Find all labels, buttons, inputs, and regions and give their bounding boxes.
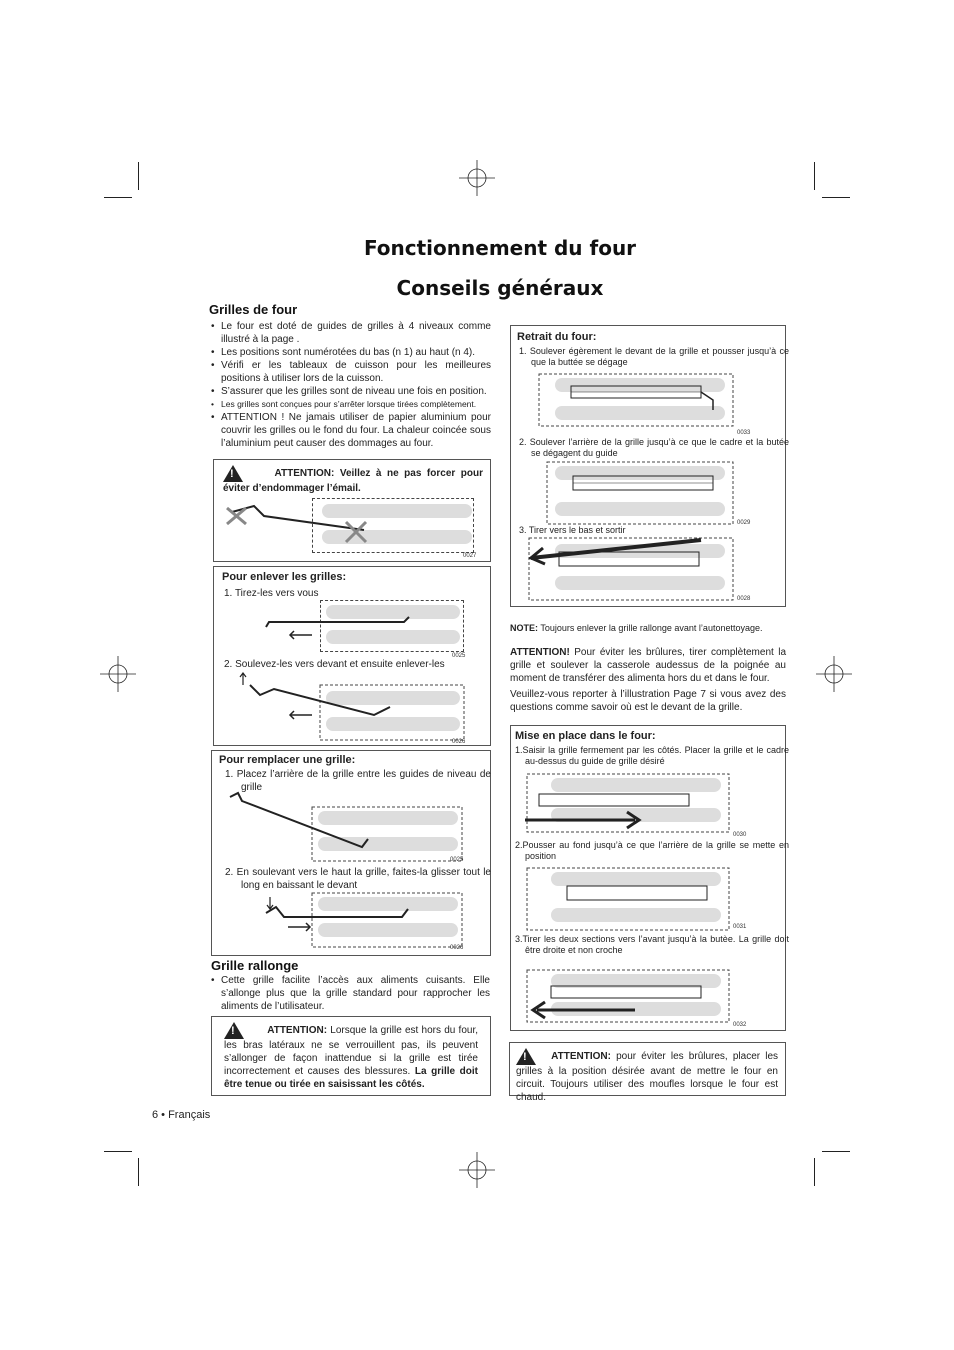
list-item: • Le four est doté de guides de grilles à 4 niveaux comme illustré à la page . (211, 320, 491, 346)
crop-mark (822, 197, 850, 198)
attention-paragraph: ATTENTION! Pour éviter les brûlures, tirer complètement la grille et soulever la casserole audessus de la poignée au moment de transférer des alimenta hors du et dans le four. (510, 647, 787, 684)
section-title-grilles: Grilles de four (209, 302, 298, 317)
list-item: • Vérifi er les tableaux de cuisson pour les meilleures positions à utiliser lors de la cuisson. (211, 359, 491, 385)
list-item: • Les grilles sont conçues pour s’arrêter lorsque tirées complètement. (211, 398, 491, 411)
attention-box-rallonge: ! ATTENTION: Lorsque la grille est hors du four, les bras latéraux ne se verrouillent pas, ils peuvent s’allonger de façon inattendue si la grille est tirée incorrectement et causes des blessures. La grille doit être tenue ou tirée en saisissant les côtés. (211, 1016, 491, 1096)
remove-box-title: Pour enlever les grilles: (222, 571, 347, 583)
rack-illustration (214, 460, 492, 563)
note-text: NOTE: Toujours enlever la grille rallonge avant l’autonettoyage. (510, 623, 763, 633)
list-item: • Les positions sont numérotées du bas (n 1) au haut (n 4). (211, 346, 491, 359)
attention-box-brulures: ! ATTENTION: pour éviter les brûlures, placer les grilles à la position désirée avant de mettre le four en circuit. Toujours utiliser des moufles lorsque le four est chaud. (509, 1042, 786, 1096)
section-title-rallonge: Grille rallonge (211, 958, 299, 973)
registration-mark-icon (816, 656, 852, 692)
retrait-box: Retrait du four: 1. Soulever égèrement le devant de la grille et pousser jusqu’à ce que la buttée se dégage 2. Soulever l’arrière de la grille jusqu’à ce que le cadre et la butée se dégagent du guide 3. Tirer vers le bas et sortir 0033 0029 0028 (510, 325, 786, 607)
list-item: • Cette grille facilite l’accès aux aliments cuisants. Elle s’allonge plus que la grille standard pour rapprocher les aliments de l’utilisateur. (211, 974, 490, 1013)
crop-mark (138, 1158, 139, 1186)
replace-rack-box: Pour remplacer une grille: 1. Placez l’arrière de la grille entre les guides de niveau de grille 0025 2. En soulevant vers le haut la grille, faites-la glisser tout le long en baissant le devant 0026 (211, 750, 491, 956)
registration-mark-icon (459, 1152, 495, 1188)
replace-box-title: Pour remplacer une grille: (219, 754, 356, 766)
crop-mark (822, 1151, 850, 1152)
rack-illustration (511, 326, 787, 608)
mise-en-place-box: Mise en place dans le four: 1.Saisir la grille fermement par les côtés. Placer la grille et le cadre au-dessus du guide de grille désiré 2.Pousser au fond jusqu’à ce que l’arrière de la grille se mette en position 3.Tirer les deux sections vers l’avant jusqu’à la butèe. La grille doit être droite et non croche 0030 0031 0032 (510, 725, 786, 1031)
grilles-bullets (211, 320, 491, 450)
page-title: Fonctionnement du four (363, 236, 637, 260)
warning-icon: ! (224, 1022, 244, 1039)
crop-mark (138, 162, 139, 190)
warning-icon: ! (223, 465, 243, 482)
page-subtitle: Conseils généraux (396, 276, 604, 300)
crop-mark (814, 1158, 815, 1186)
crop-mark (814, 162, 815, 190)
list-item: • S’assurer que les grilles sont de niveau une fois en position. (211, 385, 491, 398)
page-number: 6 • Français (152, 1109, 211, 1121)
rack-illustration (214, 567, 492, 747)
rack-illustration (212, 751, 492, 957)
registration-mark-icon (100, 656, 136, 692)
registration-mark-icon (459, 160, 495, 196)
list-item: • ATTENTION ! Ne jamais utiliser de papier aluminium pour couvrir les grilles ou le fond du four. La chaleur coincée sous l’aluminium peut causer des dommages au four. (211, 411, 491, 450)
crop-mark (104, 1151, 132, 1152)
attention-box-email: ! ATTENTION: Veillez à ne pas forcer pour éviter d’endommager l’émail. 0027 (213, 459, 491, 562)
warning-icon: ! (516, 1048, 536, 1065)
reference-paragraph: Veuillez-vous reporter à l’illustration Page 7 si vous avez des questions comme savoir où est le devant de la grille. (510, 689, 786, 713)
remove-racks-box: Pour enlever les grilles: 1. Tirez-les vers vous 0025 2. Soulevez-les vers devant et ensuite enlever-les 0026 (213, 566, 491, 746)
crop-mark (104, 197, 132, 198)
rack-illustration (511, 726, 787, 1032)
